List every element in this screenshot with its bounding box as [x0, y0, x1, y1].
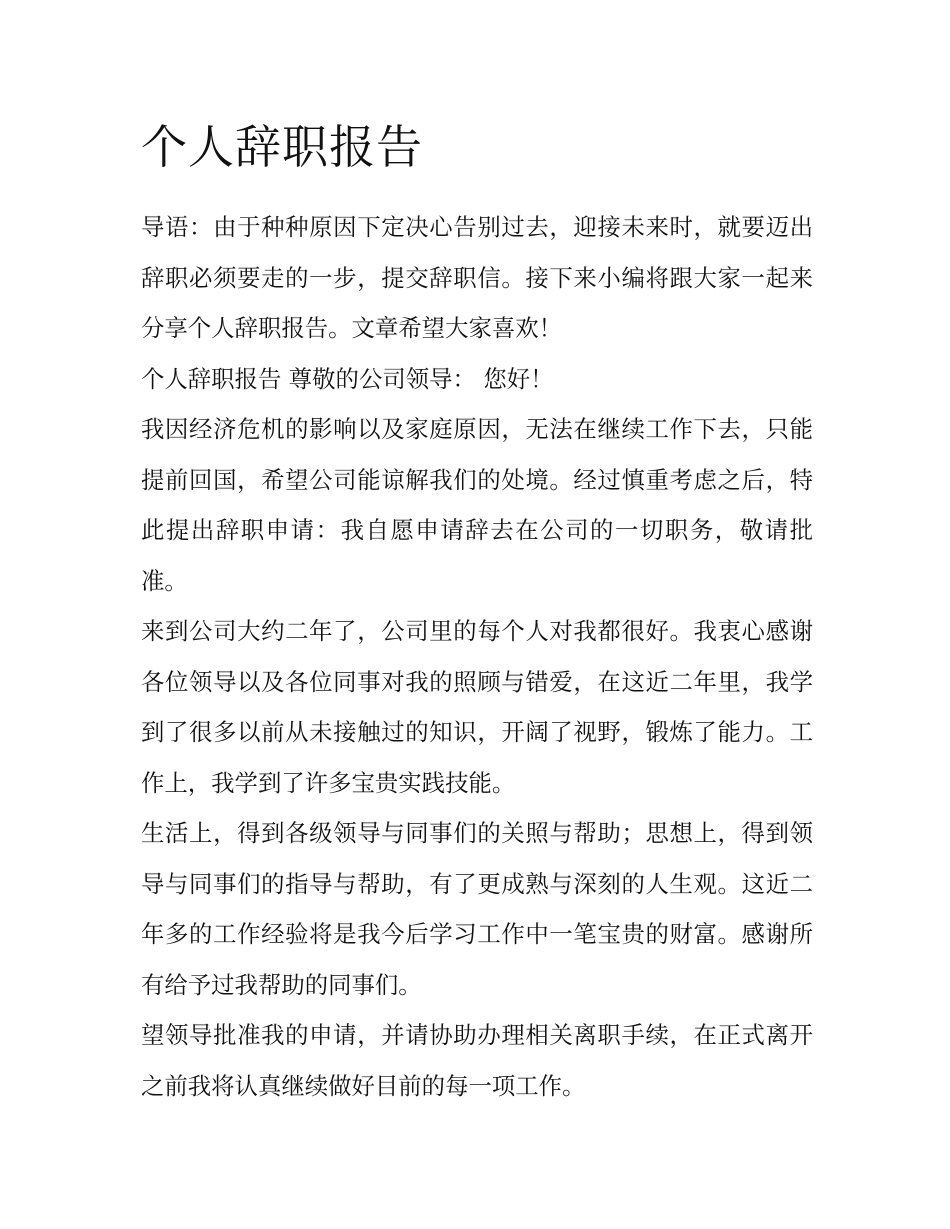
- paragraph-salutation: 个人辞职报告 尊敬的公司领导： 您好！: [141, 364, 554, 393]
- paragraph-life: 生活上，得到各级领导与同事们的关照与帮助；思想上，得到领导与同事们的指导与帮助，有了更成熟与深刻的人生观。这近二年多的工作经验将是我今后学习工作中一笔宝贵的财富。感谢所有给予过我帮助的同事们。: [141, 819, 813, 999]
- document-body: [141, 112, 813, 1111]
- paragraph-closing: 望领导批准我的申请，并请协助办理相关离职手续，在正式离开之前我将认真继续做好目前的每一项工作。: [141, 1021, 813, 1100]
- paragraph-gratitude: 来到公司大约二年了，公司里的每个人对我都很好。我衷心感谢各位领导以及各位同事对我的照顾与错爱，在这近二年里，我学到了很多以前从未接触过的知识，开阔了视野，锻炼了能力。工作上，我学到了许多宝贵实践技能。: [141, 617, 813, 797]
- paragraph-reason: 我因经济危机的影响以及家庭原因，无法在继续工作下去，只能提前回国，希望公司能谅解我们的处境。经过慎重考虑之后，特此提出辞职申请：我自愿申请辞去在公司的一切职务，敬请批准。: [141, 415, 813, 595]
- document-title: 个人辞职报告: [141, 120, 423, 174]
- paragraph-intro: 导语：由于种种原因下定决心告别过去，迎接未来时，就要迈出辞职必须要走的一步，提交辞职信。接下来小编将跟大家一起来分享个人辞职报告。文章希望大家喜欢！: [141, 213, 813, 342]
